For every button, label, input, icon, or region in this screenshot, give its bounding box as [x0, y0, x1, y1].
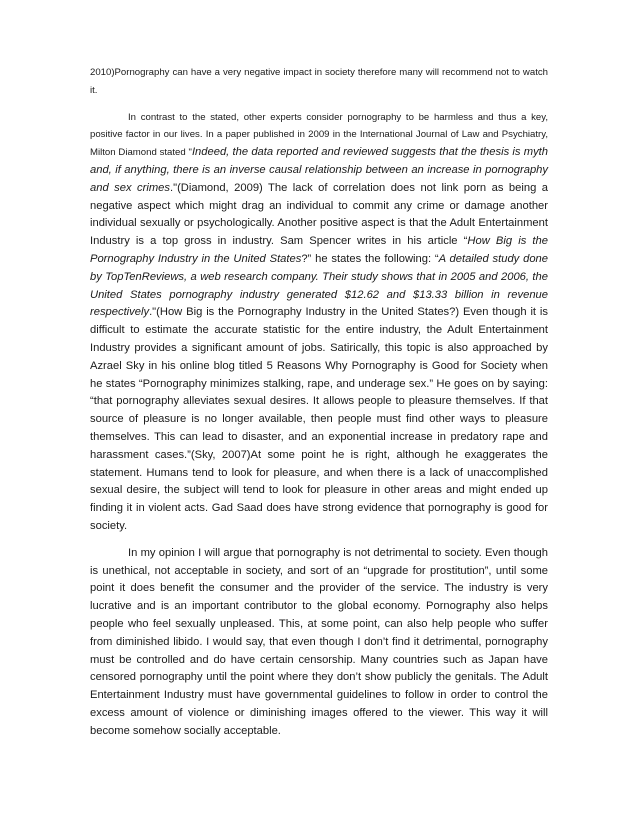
paragraph-intro: 2010)Pornography can have a very negative impact in society therefore many will recommend not to watch it.	[90, 67, 548, 96]
paragraph-harmless-part-a: In contrast to the stated, other experts consider pornography to be harmless and thus a key, positive factor in our lives. In a paper published in 2009 in the International Journal of Law and Psychiatry, Milton Diamond stated "	[90, 111, 548, 159]
paragraph-harmless-part-c: ."(Diamond, 2009) The lack of correlation does not link porn as being a negative aspect which might drag an individual to commit any crime or damage another individual sexually or psychologically. Another positive aspect is that the Adult Entertainment Industry is a top gross in industry. Sam Spencer writes in his article “	[90, 181, 548, 248]
document-body	[90, 64, 548, 749]
diamond-quote: Indeed, the data reported and reviewed suggests that the thesis is myth and, if anything, there is an inverse causal relationship between an increase in pornography and sex crimes	[90, 146, 548, 194]
paragraph-harmless-part-g: ."(How Big is the Pornography Industry in the United States?) Even though it is difficult to estimate the accurate statistic for the entire industry, the Adult Entertainment Industry provides a significant amount of jobs. Satirically, this topic is also approached by Azrael Sky in his online blog titled 5 Reasons Why Pornography is Good for Society when he states “Pornography minimizes stalking, rape, and underage sex.” He goes on by saying: “that pornography alleviates sexual desires. It allows people to pleasure themselves. If that source of pleasure is no longer available, then people must find other ways to pleasure themselves. This can lead to disaster, and an exponential increase in predatory rape and harassment cases.”(Sky, 2007)At some point he is right, although he exaggerates the statement. Humans tend to look for pleasure, and when there is a lack of unaccomplished sexual desire, the subject will tend to look for pleasure in other areas and might ended up finding it in violent acts. Gad Saad does have strong evidence that pornography is good for society.	[90, 306, 548, 532]
paragraph-harmless	[90, 109, 548, 536]
paragraph-harmless-part-e: ?” he states the following: “	[301, 252, 439, 265]
paragraph-opinion: In my opinion I will argue that pornography is not detrimental to society. Even though is unethical, not acceptable in society, and sort of an “upgrade for prostitution”, until some point it does benefit the consumer and the provider of the service. The industry is very lucrative and is an important contributor to the global economy. Pornography also helps people who feel sexually unpleased. This, at some point, can also help people who suffer from diminished libido. I would say, that even though I don’t find it detrimental, pornography must be controlled and do have certain censorship. Many countries such as Japan have censored pornography until the point where they don’t show publicly the genitals. The Adult Entertainment Industry must have governmental guidelines to follow in order to control the excess amount of violence or diminishing images offered to the viewer. This way it will become somehow socially acceptable.	[90, 546, 548, 737]
spencer-quote: A detailed study done by TopTenReviews, a web research company. Their study shows that in 2005 and 2006, the United States pornography industry generated $12.62 and $13.33 billion in revenue respectively	[90, 252, 548, 319]
article-title: How Big is the Pornography Industry in the United States	[90, 235, 548, 265]
